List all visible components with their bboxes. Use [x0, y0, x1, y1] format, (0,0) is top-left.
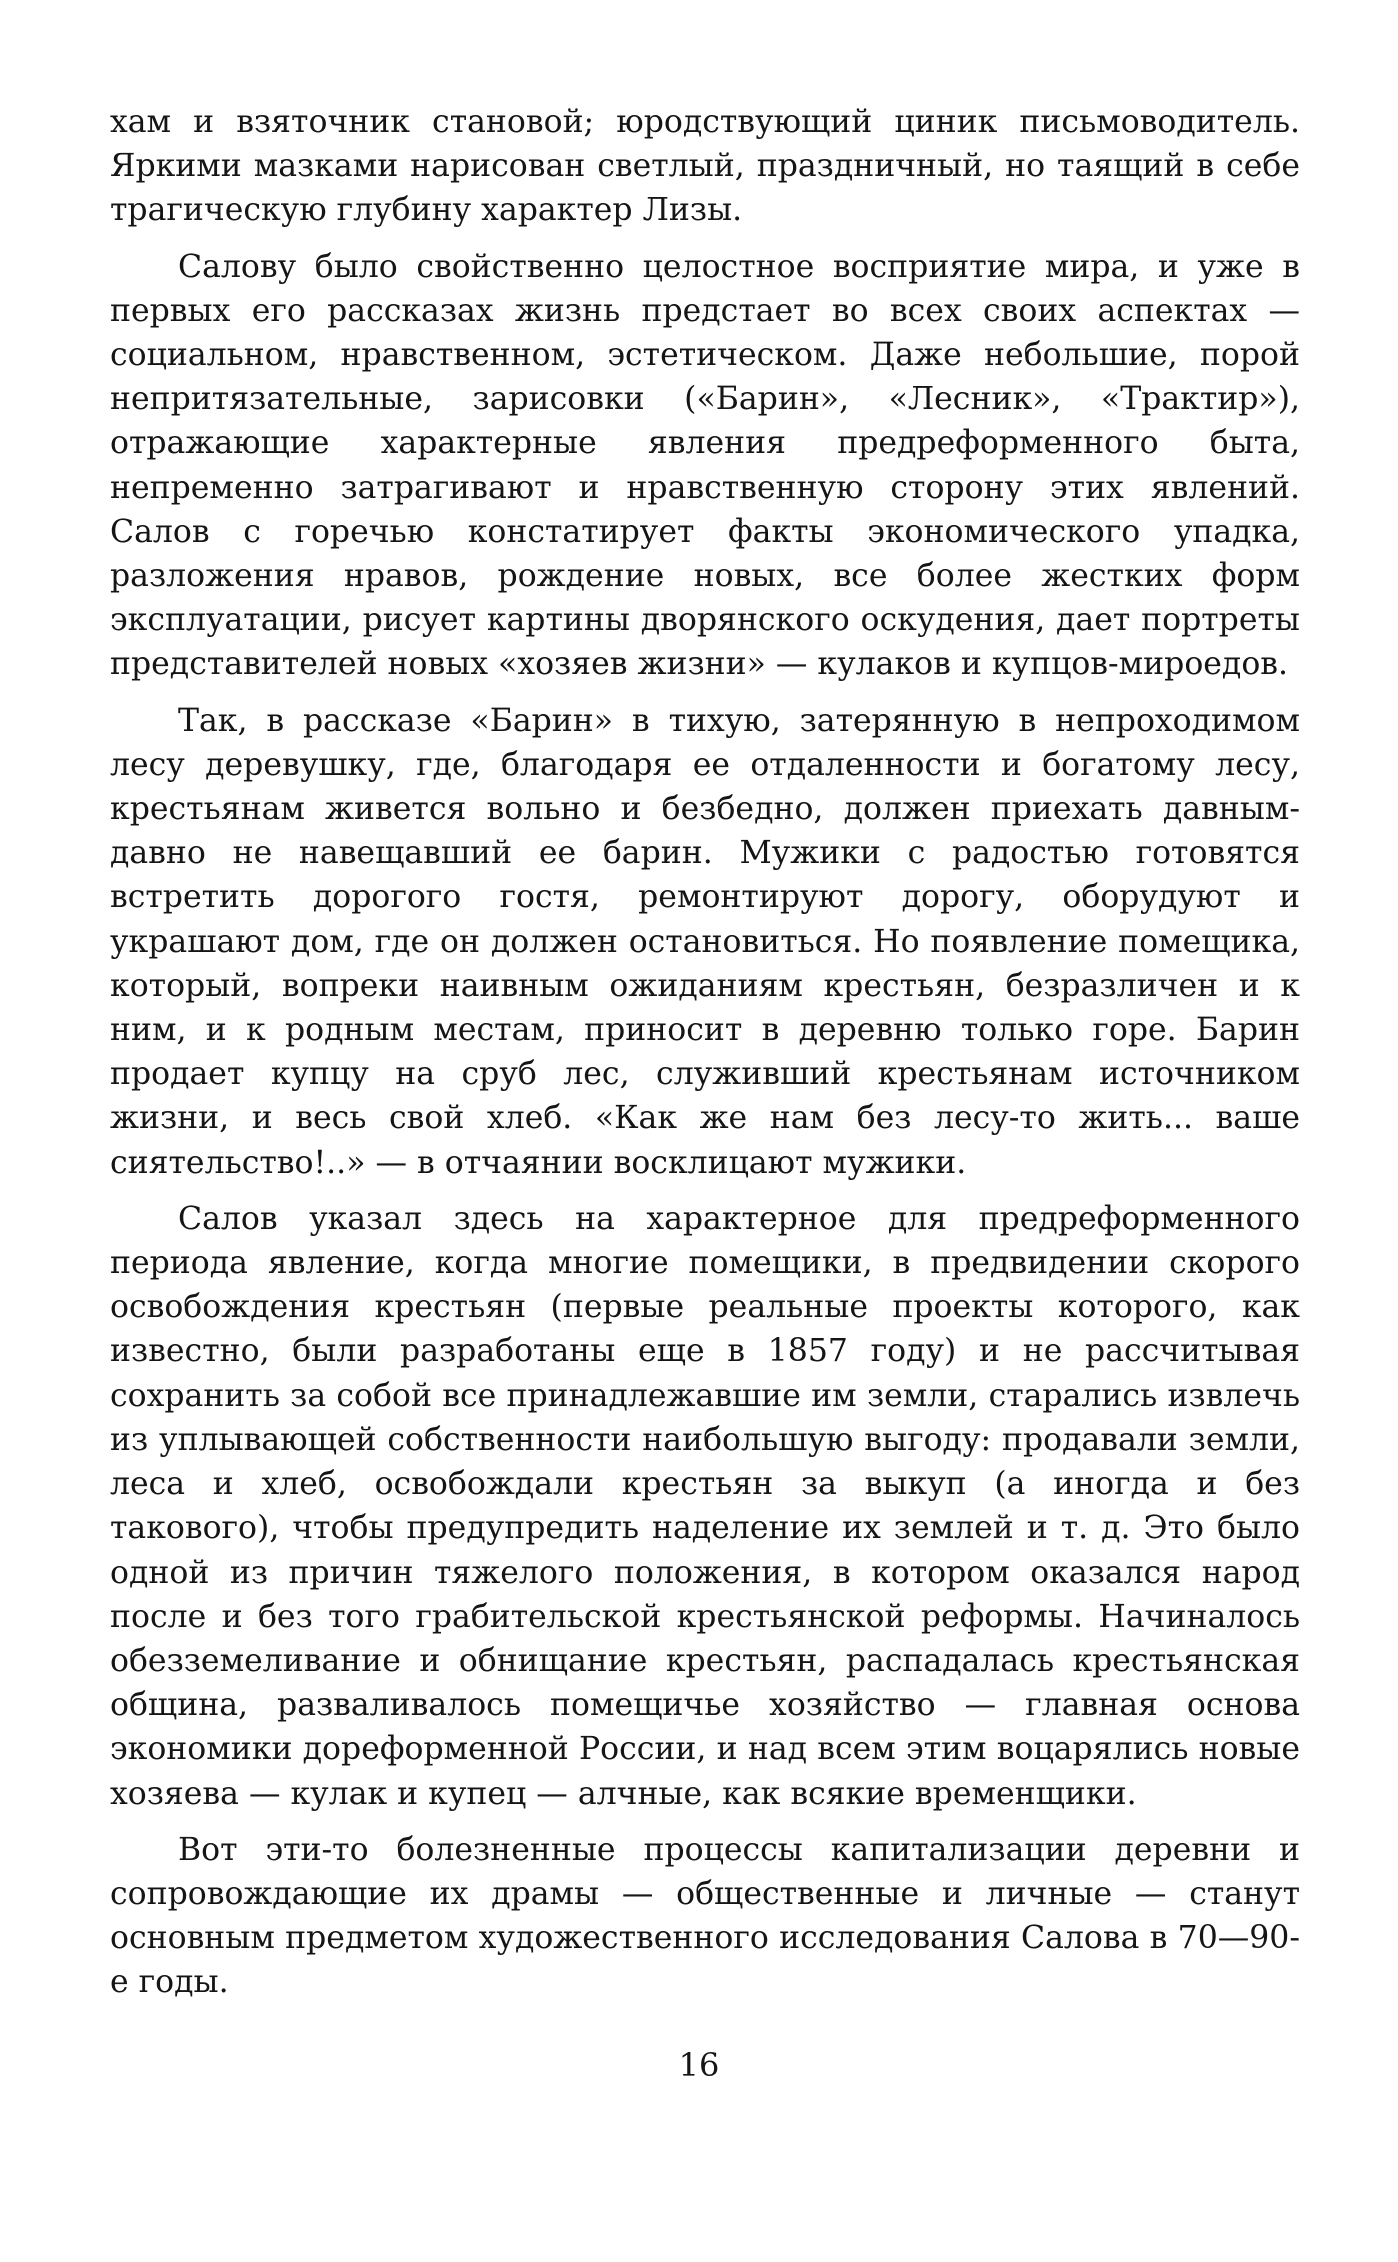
- page-number: 16: [678, 2046, 720, 2084]
- paragraph-4: Салов указал здесь на характерное для предреформенного периода явление, когда многие помещики, в предвидении скорого освобождения крестьян (первые реальные проекты которого, как известно, были разработаны еще в 1857 году) и не рассчитывая сохранить за собой все принадлежавшие им земли, старались извлечь из уплывающей собственности наибольшую выгоду: продавали земли, леса и хлеб, освобождали крестьян за выкуп (а иногда и без такового), чтобы предупредить наделение их землей и т. д. Это было одной из причин тяжелого положения, в котором оказался народ после и без того грабительской крестьянской реформы. Начиналось обезземеливание и обнищание крестьян, распадалась крестьянская община, разваливалось помещичье хозяйство — главная основа экономики дореформенной России, и над всем этим воцарялись новые хозяева — кулак и купец — алчные, как всякие временщики.: [110, 1200, 1300, 1812]
- page-text: [110, 100, 1300, 2005]
- paragraph-5: Вот эти-то болезненные процессы капитализации деревни и сопровождающие их драмы — общественные и личные — станут основным предметом художественного исследования Салова в 70—90-е годы.: [110, 1831, 1300, 2001]
- paragraph-2: Салову было свойственно целостное восприятие мира, и уже в первых его рассказах жизнь предстает во всех своих аспектах — социальном, нравственном, эстетическом. Даже небольшие, порой непритязательные, зарисовки («Барин», «Лесник», «Трактир»), отражающие характерные явления предреформенного быта, непременно затрагивают и нравственную сторону этих явлений. Салов с горечью констатирует факты экономического упадка, разложения нравов, рождение новых, все более жестких форм эксплуатации, рисует картины дворянского оскудения, дает портреты представителей новых «хозяев жизни» — кулаков и купцов-мироедов.: [110, 248, 1300, 683]
- paragraph-3: Так, в рассказе «Барин» в тихую, затерянную в непроходимом лесу деревушку, где, благодаря ее отдаленности и богатому лесу, крестьянам живется вольно и безбедно, должен приехать давным-давно не навещавший ее барин. Мужики с радостью готовятся встретить дорогого гостя, ремонтируют дорогу, оборудуют и украшают дом, где он должен остановиться. Но появление помещика, который, вопреки наивным ожиданиям крестьян, безразличен и к ним, и к родным местам, приносит в деревню только горе. Барин продает купцу на сруб лес, служивший крестьянам источником жизни, и весь свой хлеб. «Как же нам без лесу-то жить... ваше сиятельство!..» — в отчаянии восклицают мужики.: [110, 702, 1300, 1181]
- paragraph-1: хам и взяточник становой; юродствующий циник письмоводитель. Яркими мазками нарисован светлый, праздничный, но таящий в себе трагическую глубину характер Лизы.: [110, 104, 1300, 229]
